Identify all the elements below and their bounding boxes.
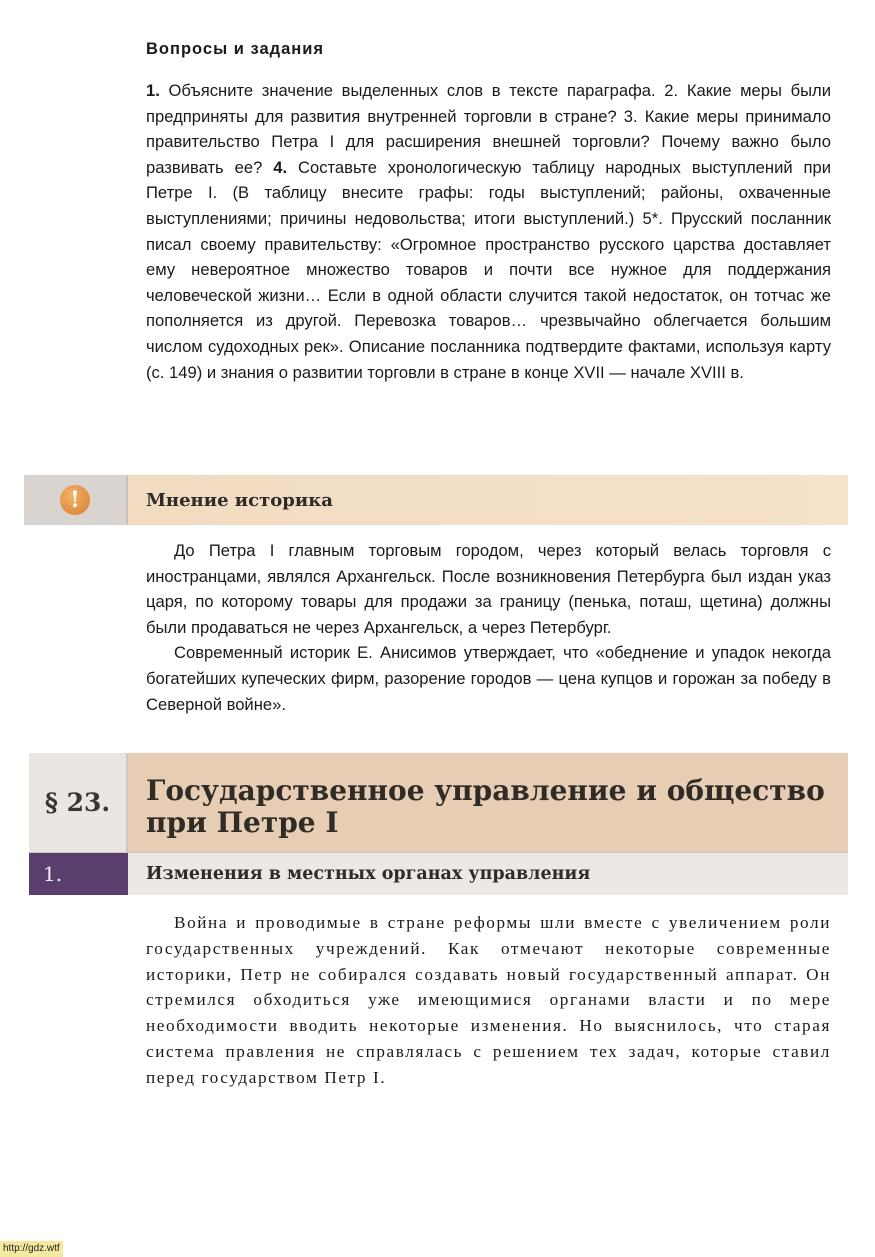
opinion-paragraph: До Петра I главным торговым городом, через который велась торговля с иностранцами, являлся Архангельск. После возникновения Петербурга был издан указ царя, по которому товары для продажи за границу (пенька, поташ, щетина) должны были продаваться не через Архангельск, а через Петербург. — [146, 541, 831, 637]
opinion-paragraph: Современный историк Е. Анисимов утверждает, что «обеднение и упадок некогда богатейших купеческих фирм, разорение городов — цена купцов и горожан за победу в Северной войне». — [146, 643, 831, 714]
paragraph-title-line: Государственное управление и общество — [146, 774, 825, 807]
paragraph-title-line: при Петре I — [146, 806, 339, 839]
questions-text — [146, 78, 831, 385]
paragraph-number: § 23. — [29, 753, 128, 852]
paragraph-header — [29, 753, 848, 894]
subsection-number: 1. — [29, 853, 128, 895]
watermark-link[interactable]: http://gdz.wtf — [0, 1241, 63, 1257]
opinion-title: Мнение историка — [128, 475, 848, 525]
historian-opinion-banner — [24, 475, 848, 525]
exclamation-icon: ! — [60, 485, 90, 515]
body-paragraph: Война и проводимые в стране реформы шли вместе с увеличением роли государственных учреждений. Как отмечают некоторые современные историки, Петр не собирался создавать новый государственный аппарат. Он стремился обходиться уже имеющимися органами власти и по мере необходимости вводить некоторые изменения. Но выяснилось, что старая система правления не справлялась с решением тех задач, которые ставил перед государством Петр I. — [146, 913, 831, 1087]
question-number: 4. — [273, 157, 288, 177]
question-number: 1. — [146, 81, 160, 100]
subsection-title: Изменения в местных органах управления — [128, 853, 848, 895]
opinion-text — [146, 538, 831, 717]
body-text — [146, 910, 831, 1091]
opinion-icon-cell — [24, 475, 128, 525]
question-text: Объясните значение выделенных слов в тексте параграфа. 2. Какие меры были предприняты для развития внутренней торговли в стране? 3. Какие меры принимало правительство Петра I для расширения внешней торговли? Почему важно было развивать ее? — [146, 81, 831, 177]
question-text: Составьте хронологическую таблицу народных выступлений при Петре I. (В таблицу внесите графы: годы выступлений; районы, охваченные выступлениями; причины недовольства; итоги выступлений.) 5*. Прусский посланник писал своему правительству: «Огромное пространство русского царства доставляет ему невероятное множество товаров и почти все нужное для поддержания человеческой жизни… Если в одной области случится такой недостаток, он тотчас же пополняется из другой. Перевозка товаров… чрезвычайно облегчается большим числом судоходных рек». Описание посланника подтвердите фактами, используя карту (с. 149) и знания о развитии торговли в стране в конце XVII — начале XVIII в. — [146, 157, 832, 382]
questions-heading: Вопросы и задания — [146, 40, 325, 58]
paragraph-title — [128, 753, 848, 852]
